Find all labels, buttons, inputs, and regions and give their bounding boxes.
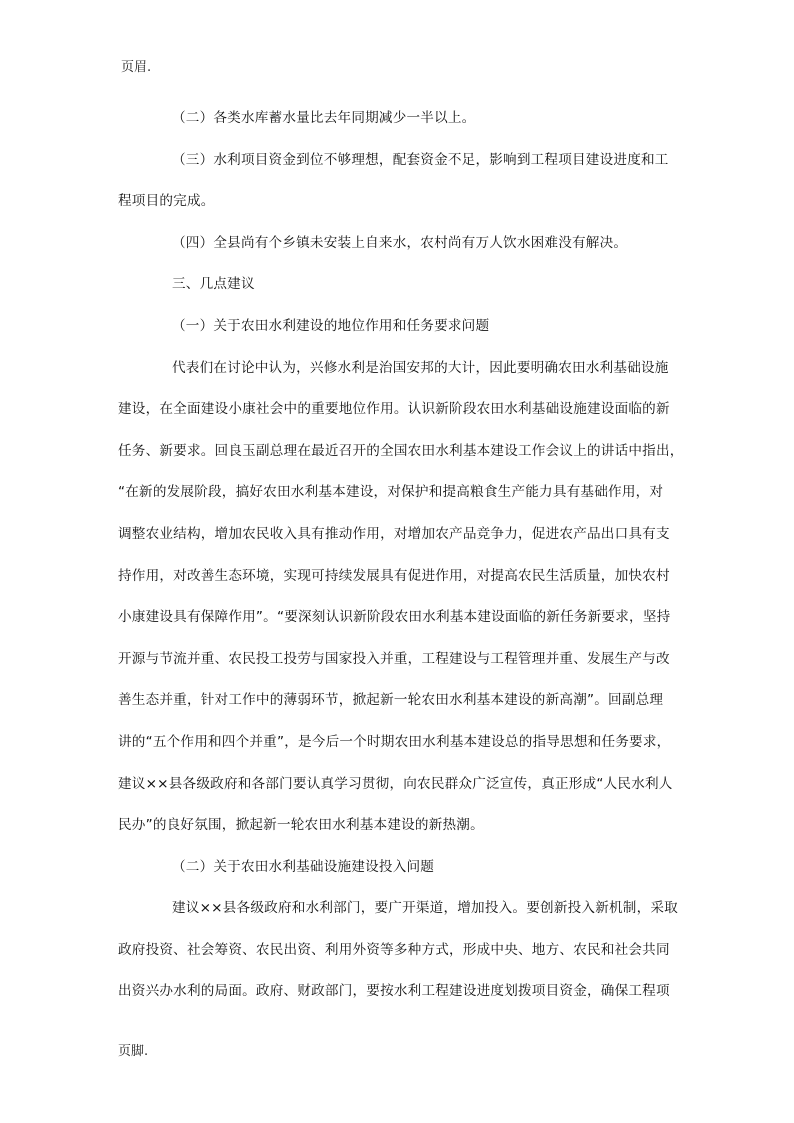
text-line: 开源与节流并重、农民投工投劳与国家投入并重，工程建设与工程管理并重、发展生产与改 — [118, 650, 670, 667]
text-line: 建议××县各级政府和水利部门，要广开渠道，增加投入。要创新投入新机制，采取 — [172, 900, 678, 917]
text-line: 代表们在讨论中认为，兴修水利是治国安邦的大计，因此要明确农田水利基础设施 — [172, 359, 669, 376]
text-line: 政府投资、社会筹资、农民出资、利用外资等多种方式，形成中央、地方、农民和社会共同 — [118, 941, 670, 958]
text-line: 程项目的完成。 — [118, 193, 215, 210]
text-line: （二）各类水库蓄水量比去年同期减少一半以上。 — [172, 110, 476, 126]
text-line: 持作用，对改善生态环境，实现可持续发展具有促进作用，对提高农民生活质量，加快农村 — [118, 567, 670, 584]
text-line: （一）关于农田水利建设的地位作用和任务要求问题 — [172, 317, 490, 334]
document-body — [118, 98, 684, 1013]
text-line: 善生态并重，针对工作中的薄弱环节，掀起新一轮农田水利基本建设的新高潮”。回副总理 — [118, 692, 664, 709]
text-line: （二）关于农田水利基础设施建设投入问题 — [172, 858, 435, 875]
text-line: 建设，在全面建设小康社会中的重要地位作用。认识新阶段农田水利基础设施建设面临的新 — [118, 401, 670, 418]
text-line: 调整农业结构，增加农民收入具有推动作用，对增加农产品竞争力，促进农产品出口具有支 — [118, 525, 670, 542]
text-line: （三）水利项目资金到位不够理想，配套资金不足，影响到工程项目建设进度和工 — [172, 151, 669, 168]
text-line: （四）全县尚有个乡镇未安装上自来水，农村尚有万人饮水困难没有解决。 — [172, 234, 628, 251]
text-line: 出资兴办水利的局面。政府、财政部门，要按水利工程建设进度划拨项目资金，确保工程项 — [118, 983, 670, 1000]
text-line: 民办”的良好氛围，掀起新一轮农田水利基本建设的新热潮。 — [118, 817, 484, 834]
text-line: 讲的“五个作用和四个并重”，是今后一个时期农田水利基本建设总的指导思想和任务要求， — [118, 733, 671, 750]
text-line: 小康建设具有保障作用”。“要深刻认识新阶段农田水利基本建设面临的新任务新要求，坚持 — [118, 609, 671, 626]
text-line: “在新的发展阶段，搞好农田水利基本建设，对保护和提高粮食生产能力具有基础作用，对 — [118, 484, 664, 501]
text-line: 任务、新要求。回良玉副总理在最近召开的全国农田水利基本建设工作会议上的讲话中指出， — [118, 442, 684, 459]
text-line: 三、几点建议 — [172, 276, 255, 293]
page-footer: 页脚. — [118, 1044, 149, 1059]
page-header: 页眉. — [121, 60, 152, 75]
text-line: 建议××县各级政府和各部门要认真学习贯彻，向农民群众广泛宣传，真正形成“人民水利人 — [118, 775, 673, 792]
